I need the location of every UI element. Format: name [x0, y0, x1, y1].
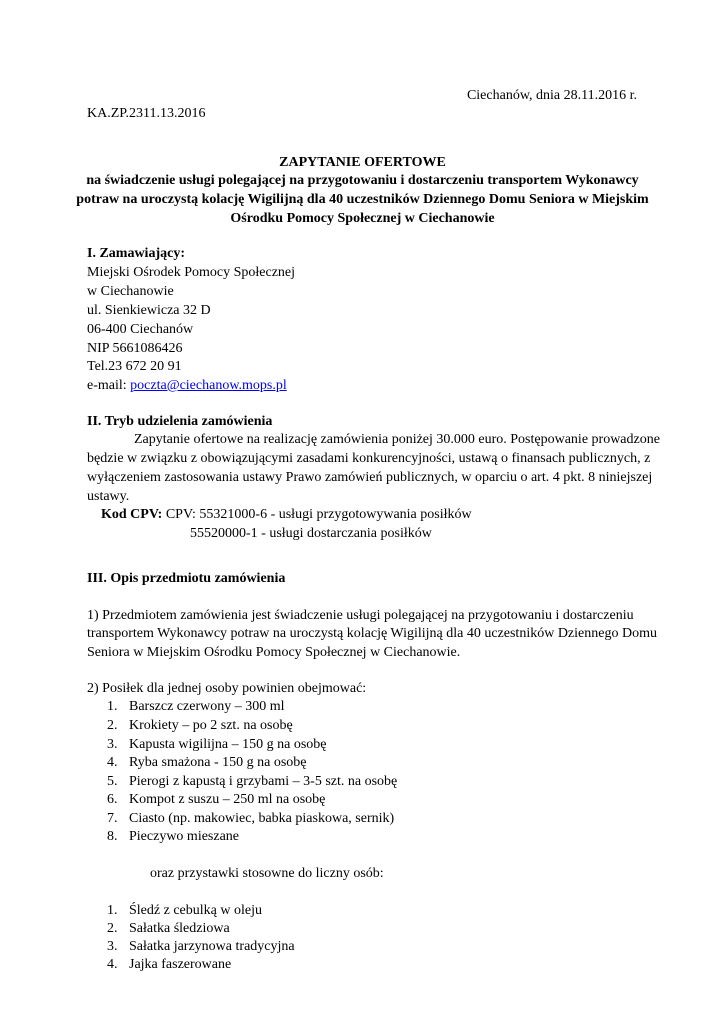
reference-number: KA.ZP.2311.13.2016 [87, 106, 206, 121]
address-line: Tel.23 672 20 91 [87, 359, 182, 374]
subtitle-line-3: Ośrodku Pomocy Społecznej w Ciechanowie [230, 211, 495, 226]
item-number: 3. [107, 737, 118, 752]
meal-intro: 2) Posiłek dla jednej osoby powinien obejmować: [87, 681, 367, 696]
appetizer-item [107, 955, 231, 974]
paragraph-line: będzie w związku z obowiązującymi zasadami konkurencyjności, ustawą o finansach publicznych, z [87, 451, 651, 466]
address-line: ul. Sienkiewicza 32 D [87, 303, 211, 318]
item-number: 6. [107, 792, 118, 807]
appetizer-item [107, 919, 230, 938]
item-text: Ciasto (np. makowiec, babka piaskowa, sernik) [129, 811, 395, 826]
item-text: Ryba smażona - 150 g na osobę [129, 755, 307, 770]
meal-item [107, 827, 239, 846]
place-date: Ciechanów, dnia 28.11.2016 r. [466, 88, 637, 103]
address-line: 06-400 Ciechanów [87, 322, 194, 337]
item-number: 1. [107, 903, 118, 918]
email-row [87, 376, 287, 395]
item-number: 2. [107, 718, 118, 733]
email-label: e-mail: [87, 378, 131, 393]
cpv-label: Kod CPV: [101, 507, 163, 522]
item-text: Śledź z cebulką w oleju [129, 903, 262, 918]
item-number: 5. [107, 774, 118, 789]
item-text: Sałatka śledziowa [129, 921, 230, 936]
meal-item [107, 809, 394, 828]
item-number: 3. [107, 939, 118, 954]
paragraph-line: 1) Przedmiotem zamówienia jest świadczenie usługi polegającej na przygotowaniu i dostarczeniu [87, 608, 634, 623]
paragraph-line: Seniora w Miejskim Ośrodku Pomocy Społecznej w Ciechanowie. [87, 645, 461, 660]
item-number: 8. [107, 829, 118, 844]
item-text: Krokiety – po 2 szt. na osobę [129, 718, 293, 733]
document-title: ZAPYTANIE OFERTOWE [279, 155, 446, 170]
item-number: 4. [107, 957, 118, 972]
paragraph-line: ustawy. [87, 489, 130, 504]
item-text: Kapusta wigilijna – 150 g na osobę [129, 737, 327, 752]
meal-item [107, 772, 397, 791]
address-line: NIP 5661086426 [87, 341, 183, 356]
meal-item [107, 716, 293, 735]
cpv-code-2: 55520000-1 - usługi dostarczania posiłków [190, 526, 432, 541]
cpv-code-1: CPV: 55321000-6 - usługi przygotowywania posiłków [165, 507, 472, 522]
meal-item [107, 753, 307, 772]
item-number: 7. [107, 811, 118, 826]
item-number: 2. [107, 921, 118, 936]
subtitle-line-2: potraw na uroczystą kolację Wigilijną dla 40 uczestników Dziennego Domu Seniora w Miejskim [76, 192, 649, 207]
address-line: Miejski Ośrodek Pomocy Społecznej [87, 265, 296, 280]
appetizer-item [107, 901, 262, 920]
section-2-heading: II. Tryb udzielenia zamówienia [87, 414, 273, 429]
item-number: 1. [107, 699, 118, 714]
item-text: Pieczywo mieszane [129, 829, 240, 844]
item-number: 4. [107, 755, 118, 770]
subtitle-line-1: na świadczenie usługi polegającej na przygotowaniu i dostarczeniu transportem Wykonawcy [86, 173, 639, 188]
appetizer-item [107, 937, 295, 956]
item-text: Pierogi z kapustą i grzybami – 3-5 szt. na osobę [129, 774, 398, 789]
paragraph-line: transportem Wykonawcy potraw na uroczystą kolację Wigilijną dla 40 uczestników Dziennego Domu [87, 626, 657, 641]
section-3-heading: III. Opis przedmiotu zamówienia [87, 571, 286, 586]
paragraph-line: Zapytanie ofertowe na realizację zamówienia poniżej 30.000 euro. Postępowanie prowadzone [134, 432, 660, 447]
item-text: Sałatka jarzynowa tradycyjna [129, 939, 295, 954]
cpv-row-1 [101, 505, 472, 524]
meal-item [107, 697, 285, 716]
paragraph-line: wyłączeniem zastosowania ustawy Prawo zamówień publicznych, w oparciu o art. 4 pkt. 8 niniejszej [87, 470, 653, 485]
appetizers-intro: oraz przystawki stosowne do liczny osób: [150, 866, 384, 881]
meal-item [107, 735, 327, 754]
section-1-heading: I. Zamawiający: [87, 246, 185, 261]
item-text: Barszcz czerwony – 300 ml [129, 699, 285, 714]
item-text: Jajka faszerowane [129, 957, 232, 972]
email-link[interactable]: poczta@ciechanow.mops.pl [130, 378, 287, 393]
address-line: w Ciechanowie [87, 284, 174, 299]
meal-item [107, 790, 325, 809]
item-text: Kompot z suszu – 250 ml na osobę [129, 792, 326, 807]
